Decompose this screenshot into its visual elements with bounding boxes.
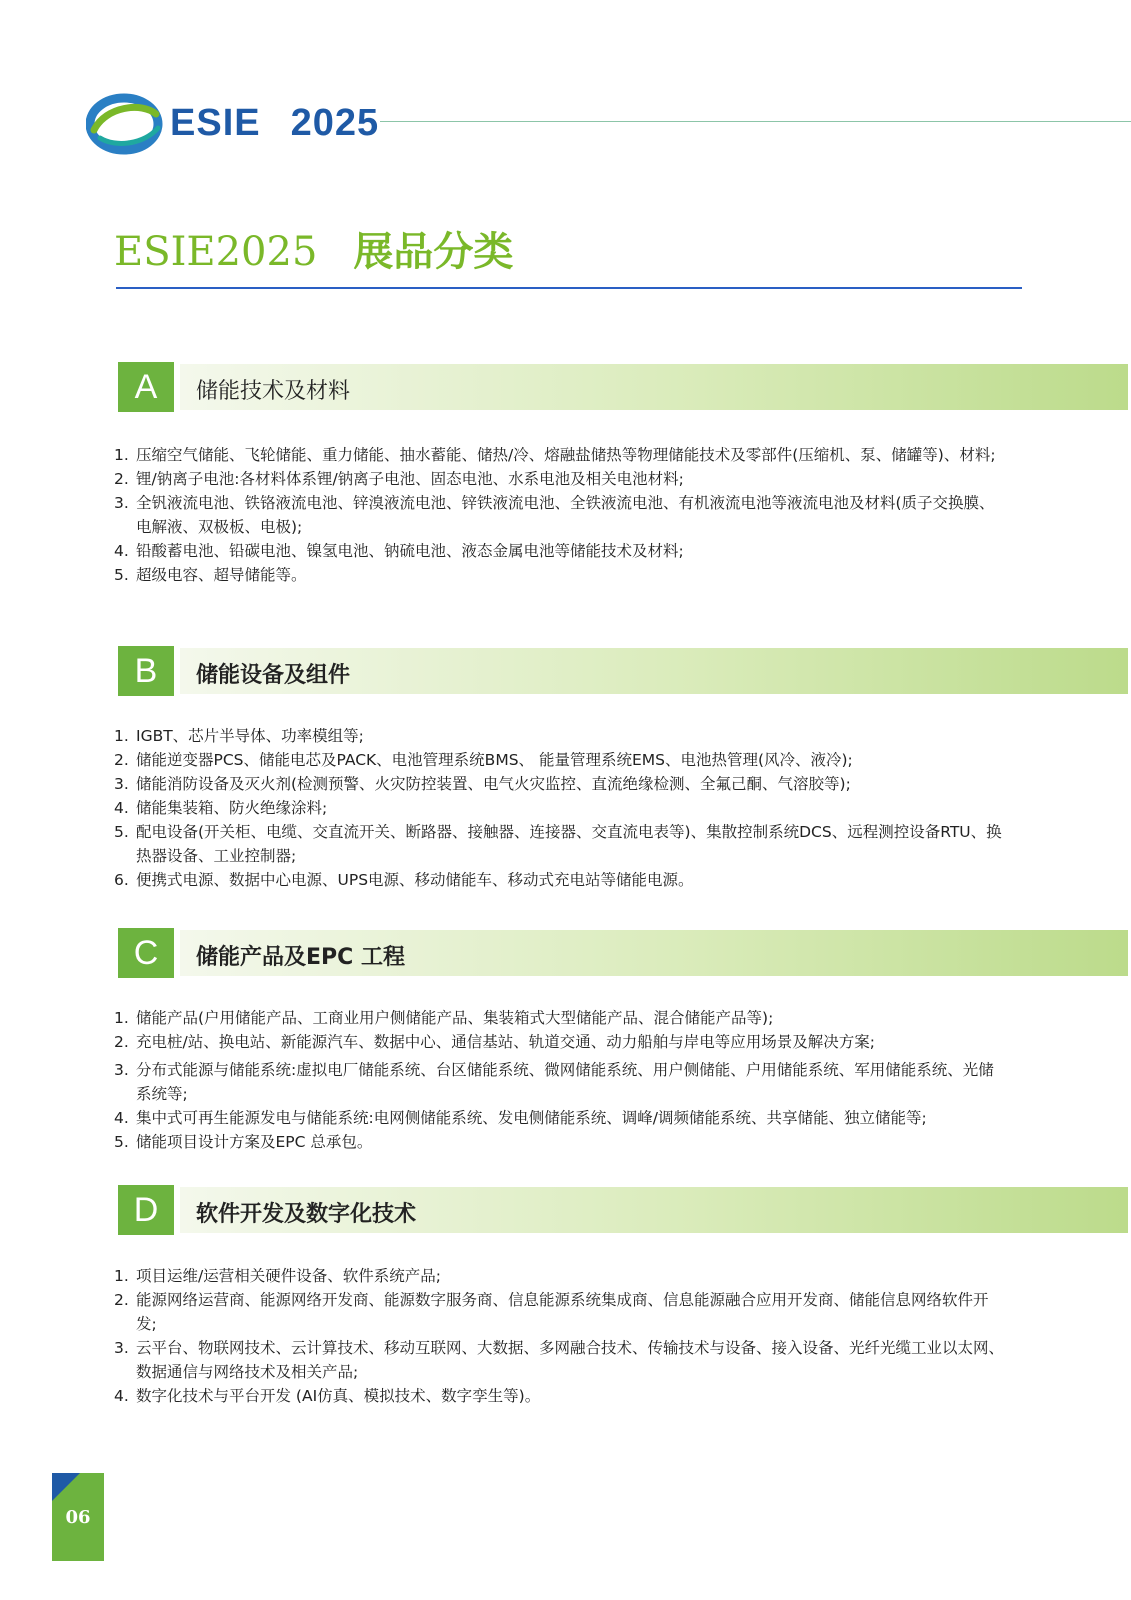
section-title: 储能技术及材料 bbox=[196, 379, 351, 404]
section-letter-badge: D bbox=[118, 1185, 174, 1235]
page-number: 06 bbox=[65, 1507, 91, 1528]
list-item: 2. 锂/钠离子电池:各材料体系锂/钠离子电池、固态电池、水系电池及相关电池材料; bbox=[114, 470, 684, 488]
page-number-tab bbox=[52, 1473, 104, 1561]
list-item: 5. 超级电容、超导储能等。 bbox=[114, 566, 307, 584]
section-letter-badge: B bbox=[118, 646, 174, 696]
section-header bbox=[114, 928, 1024, 978]
section-items bbox=[114, 724, 1024, 892]
page-title bbox=[114, 220, 513, 277]
list-item: 1. 压缩空气储能、飞轮储能、重力储能、抽水蓄能、储热/冷、熔融盐储热等物理储能技术及零部件(压缩机、泵、储罐等)、材料; bbox=[114, 446, 996, 464]
list-item: 6. 便携式电源、数据中心电源、UPS电源、移动储能车、移动式充电站等储能电源。 bbox=[114, 871, 694, 889]
title-underline bbox=[116, 287, 1022, 289]
section-title: 储能产品及EPC 工程 bbox=[196, 945, 405, 970]
page-title-heading: 展品分类 bbox=[353, 229, 514, 275]
list-item: 2. 充电桩/站、换电站、新能源汽车、数据中心、通信基站、轨道交通、动力船舶与岸电等应用场景及解决方案; bbox=[114, 1033, 875, 1051]
section-letter-badge: A bbox=[118, 362, 174, 412]
list-item: 4. 集中式可再生能源发电与储能系统:电网侧储能系统、发电侧储能系统、调峰/调频储能系统、共享储能、独立储能等; bbox=[114, 1109, 927, 1127]
list-item: 5. 储能项目设计方案及EPC 总承包。 bbox=[114, 1133, 373, 1151]
section-letter-badge: C bbox=[118, 928, 174, 978]
list-item: 2. 储能逆变器PCS、储能电芯及PACK、电池管理系统BMS、 能量管理系统EMS、电池热管理(风冷、液冷); bbox=[114, 751, 853, 769]
section-c bbox=[114, 928, 1024, 1154]
list-item: 1. 项目运维/运营相关硬件设备、软件系统产品; bbox=[114, 1267, 441, 1285]
section-title: 软件开发及数字化技术 bbox=[196, 1202, 417, 1227]
list-item: 3. 云平台、物联网技术、云计算技术、移动互联网、大数据、多网融合技术、传输技术与设备、接入设备、光纤光缆工业以太网、数据通信与网络技术及相关产品; bbox=[114, 1339, 1005, 1381]
section-b bbox=[114, 646, 1024, 892]
list-item: 5. 配电设备(开关柜、电缆、交直流开关、断路器、接触器、连接器、交直流电表等)、集散控制系统DCS、远程测控设备RTU、换热器设备、工业控制器; bbox=[114, 823, 1002, 865]
list-item: 1. IGBT、芯片半导体、功率模组等; bbox=[114, 727, 364, 745]
logo-text bbox=[170, 102, 379, 145]
section-items bbox=[114, 1006, 1024, 1154]
list-item: 2. 能源网络运营商、能源网络开发商、能源数字服务商、信息能源系统集成商、信息能源融合应用开发商、储能信息网络软件开发; bbox=[114, 1291, 989, 1333]
section-title: 储能设备及组件 bbox=[196, 663, 351, 688]
page-title-event: ESIE2025 bbox=[114, 229, 318, 275]
section-a bbox=[114, 362, 1024, 587]
list-item: 4. 储能集装箱、防火绝缘涂料; bbox=[114, 799, 328, 817]
header-divider bbox=[380, 121, 1131, 122]
esie-logo bbox=[86, 88, 386, 160]
logo-swirl-icon bbox=[86, 88, 166, 160]
logo-year: 2025 bbox=[290, 102, 380, 144]
list-item: 1. 储能产品(户用储能产品、工商业用户侧储能产品、集装箱式大型储能产品、混合储能产品等); bbox=[114, 1009, 774, 1027]
list-item: 3. 分布式能源与储能系统:虚拟电厂储能系统、台区储能系统、微网储能系统、用户侧储能、户用储能系统、军用储能系统、光储系统等; bbox=[114, 1061, 994, 1103]
page-tab-corner bbox=[52, 1473, 80, 1501]
section-header bbox=[114, 362, 1024, 412]
section-header bbox=[114, 1185, 1024, 1235]
list-item: 4. 数字化技术与平台开发 (AI仿真、模拟技术、数字孪生等)。 bbox=[114, 1387, 541, 1405]
list-item: 4. 铅酸蓄电池、铅碳电池、镍氢电池、钠硫电池、液态金属电池等储能技术及材料; bbox=[114, 542, 684, 560]
section-d bbox=[114, 1185, 1024, 1408]
logo-brand: ESIE bbox=[170, 102, 261, 144]
section-items bbox=[114, 1264, 1024, 1408]
list-item: 3. 全钒液流电池、铁铬液流电池、锌溴液流电池、锌铁液流电池、全铁液流电池、有机液流电池等液流电池及材料(质子交换膜、电解液、双极板、电极); bbox=[114, 494, 995, 536]
list-item: 3. 储能消防设备及灭火剂(检测预警、火灾防控装置、电气火灾监控、直流绝缘检测、全氟己酮、气溶胶等); bbox=[114, 775, 851, 793]
section-header bbox=[114, 646, 1024, 696]
section-items bbox=[114, 443, 1024, 587]
